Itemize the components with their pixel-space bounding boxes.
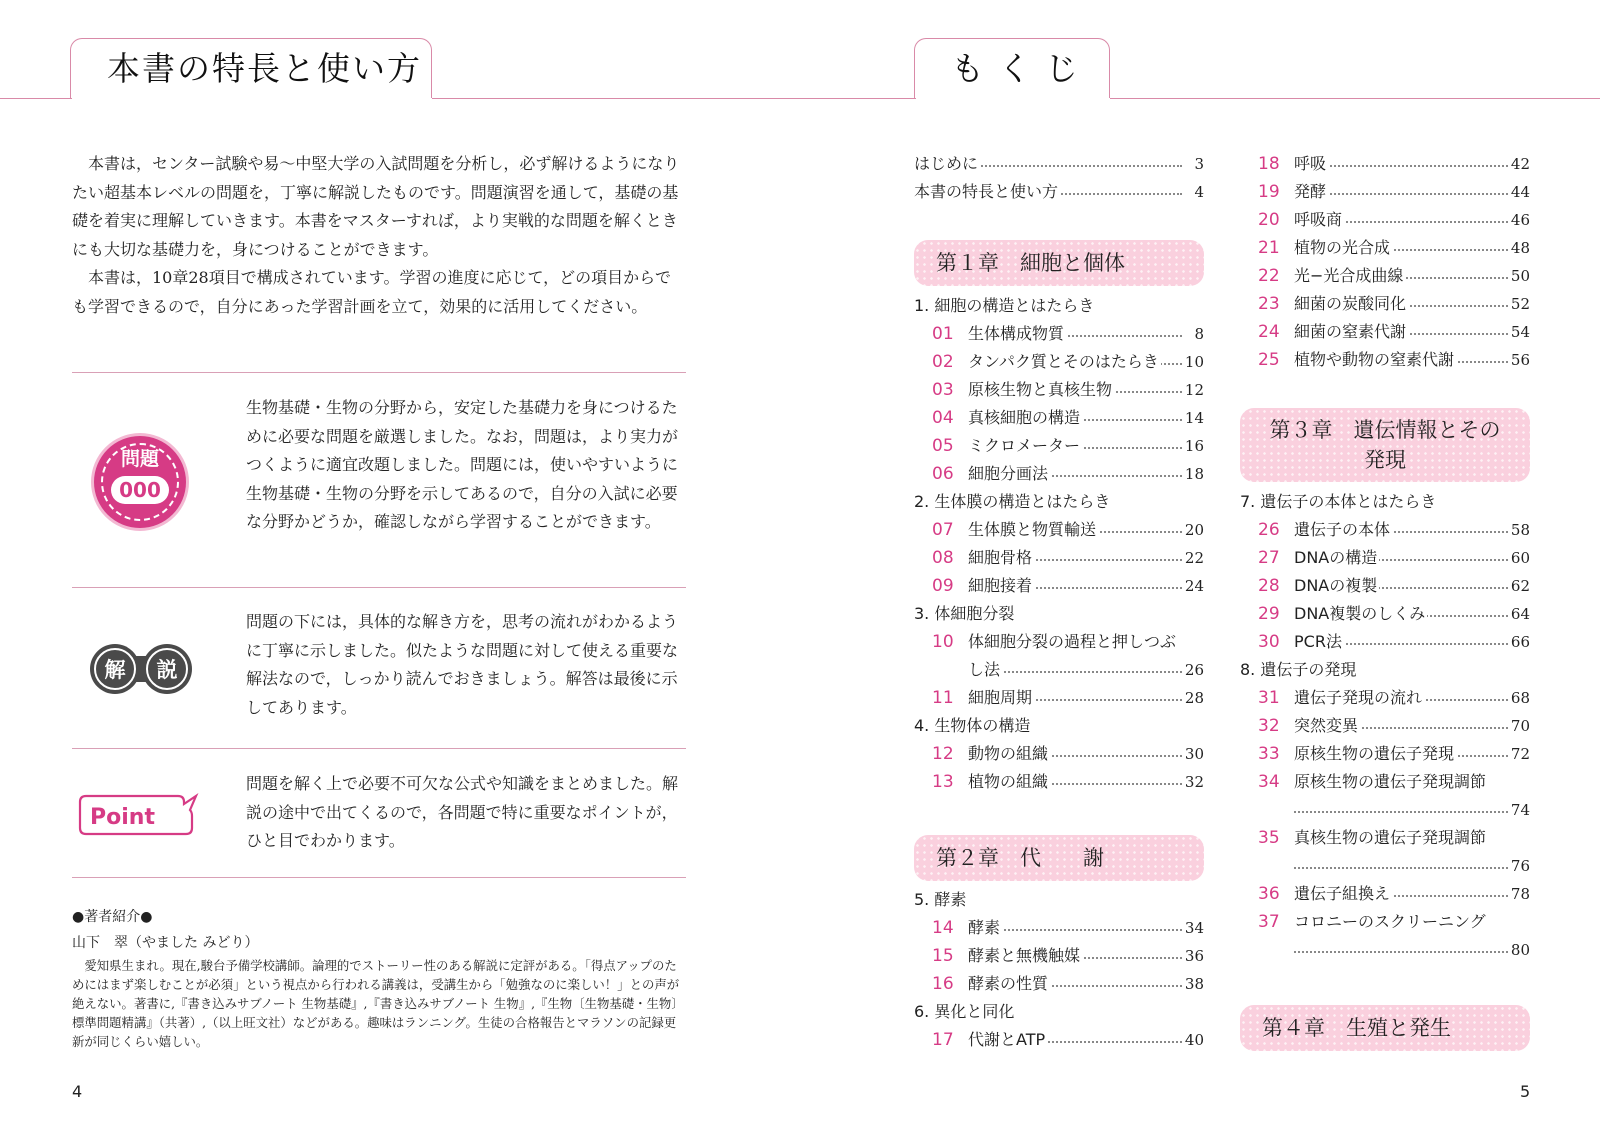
toc-item-title: 動物の組織	[968, 740, 1050, 768]
toc-item-title: ミクロメーター	[968, 432, 1082, 460]
chapter-heading-4[interactable]	[1240, 1005, 1530, 1051]
toc-item-number: 12	[932, 744, 954, 764]
toc-item-page: 30	[1185, 740, 1204, 768]
page-number-left: 4	[72, 1082, 83, 1101]
toc-item-page: 8	[1194, 320, 1204, 348]
toc-item[interactable]	[932, 684, 1204, 712]
toc-item-page: 36	[1185, 942, 1204, 970]
toc-item-number: 02	[932, 352, 954, 372]
toc-item-page: 64	[1511, 600, 1530, 628]
toc-column-2	[1240, 150, 1530, 1050]
section-heading-1: 1. 細胞の構造とはたらき	[914, 296, 1095, 315]
toc-item[interactable]	[932, 460, 1204, 488]
chapter-title: 第４章 生殖と発生	[1262, 1016, 1451, 1040]
feature-text-mondai: 生物基礎・生物の分野から，安定した基礎力を身につけるために必要な問題を厳選しました。なお，問題は，より実力がつくように適宜改題しました。問題には，使いやすいように生物基礎・生物の分野を示してあるので，自分の入試に必要な分野かどうか，確認しながら学習することができます。	[246, 398, 679, 531]
toc-item-title: 植物や動物の窒素代謝	[1294, 346, 1456, 374]
toc-leader	[1294, 811, 1508, 813]
toc-item-title-line1[interactable]	[932, 628, 1176, 656]
toc-item-number: 33	[1258, 744, 1280, 764]
chapter-heading-1[interactable]	[914, 240, 1204, 286]
section-heading-3: 3. 体細胞分裂	[914, 604, 1015, 623]
toc-item-page: 46	[1511, 206, 1530, 234]
toc-item-page: 80	[1511, 936, 1530, 964]
toc-item-page: 48	[1511, 234, 1530, 262]
toc-item-page: 52	[1511, 290, 1530, 318]
toc-item[interactable]	[932, 942, 1204, 970]
toc-item-number: 26	[1258, 520, 1280, 540]
toc-item-number: 27	[1258, 548, 1280, 568]
divider	[72, 587, 686, 588]
toc-item[interactable]	[932, 914, 1204, 942]
toc-item-page: 16	[1185, 432, 1204, 460]
toc-item-number: 23	[1258, 294, 1280, 314]
toc-item-page: 44	[1511, 178, 1530, 206]
toc-item-number: 16	[932, 974, 954, 994]
toc-item[interactable]	[932, 320, 1204, 348]
feature-text-kaisetsu: 問題の下には，具体的な解き方を，思考の流れがわかるように丁寧に示しました。似たような問題に対して使える重要な解法なので，しっかり読んでおきましょう。解答は最後に示してあります。	[246, 612, 679, 717]
toc-item-number: 14	[932, 918, 954, 938]
toc-item-page: 38	[1185, 970, 1204, 998]
toc-item-page: 12	[1185, 376, 1204, 404]
toc-item-title: 呼吸商	[1294, 206, 1344, 234]
toc-item-title: 光−光合成曲線	[1294, 262, 1405, 290]
toc-item[interactable]	[1258, 740, 1530, 768]
toc-item[interactable]	[932, 432, 1204, 460]
chapter-title: 第２章 代 謝	[936, 846, 1104, 870]
toc-item-number: 32	[1258, 716, 1280, 736]
toc-item-title: 原核生物と真核生物	[968, 376, 1114, 404]
toc-item[interactable]	[1258, 178, 1530, 206]
badge-number: 000	[111, 476, 169, 504]
intro-paragraph-2: 本書は，10章28項目で構成されています。学習の進度に応じて，どの項目からでも学習できるので，自分にあった学習計画を立て，効果的に活用してください。	[72, 268, 671, 316]
toc-item-number: 03	[932, 380, 954, 400]
toc-item-title: 真核生物の遺伝子発現調節	[1294, 828, 1487, 847]
toc-item[interactable]	[1258, 318, 1530, 346]
toc-item-title: 酵素の性質	[968, 970, 1050, 998]
toc-item-title: 体細胞分裂の過程と押しつぶ	[968, 632, 1177, 651]
toc-item-number: 36	[1258, 884, 1280, 904]
toc-item-title: 真核細胞の構造	[968, 404, 1082, 432]
toc-item-number: 15	[932, 946, 954, 966]
toc-item-title: DNAの複製	[1294, 572, 1379, 600]
toc-item-page: 10	[1185, 348, 1204, 376]
toc-item-title: 酵素	[968, 914, 1002, 942]
toc-item-number: 18	[1258, 154, 1280, 174]
toc-item-page: 50	[1511, 262, 1530, 290]
toc-item[interactable]	[1258, 600, 1530, 628]
toc-item-page: 40	[1185, 1026, 1204, 1054]
kaisetsu-char-2: 説	[156, 658, 178, 682]
toc-item-title: DNA複製のしくみ	[1294, 600, 1427, 628]
toc-item[interactable]	[1258, 290, 1530, 318]
toc-item[interactable]	[1258, 936, 1530, 964]
toc-item-page: 34	[1185, 914, 1204, 942]
toc-item-page: 14	[1185, 404, 1204, 432]
toc-item-page: 76	[1511, 852, 1530, 880]
toc-item-title: 呼吸	[1294, 150, 1328, 178]
point-label: Point	[90, 805, 155, 830]
toc-item[interactable]	[1258, 346, 1530, 374]
author-heading: ●著者紹介●	[72, 909, 153, 925]
toc-item[interactable]	[1258, 206, 1530, 234]
toc-item-number: 24	[1258, 322, 1280, 342]
toc-item-title: 植物の組織	[968, 768, 1050, 796]
toc-item-page: 3	[1194, 150, 1204, 178]
kaisetsu-icon	[88, 642, 194, 696]
toc-item-page: 60	[1511, 544, 1530, 572]
toc-item-number: 06	[932, 464, 954, 484]
toc-item-page: 22	[1185, 544, 1204, 572]
kaisetsu-char-1: 解	[104, 658, 126, 682]
divider	[72, 372, 686, 373]
intro-paragraph-1: 本書は，センター試験や易～中堅大学の入試問題を分析し，必ず解けるようになりたい超基本レベルの問題を，丁寧に解説したものです。問題演習を通して，基礎の基礎を着実に理解していきます。本書をマスターすれば，より実戦的な問題を解くときにも大切な基礎力を，身につけることができます。	[72, 154, 680, 259]
toc-item-number: 04	[932, 408, 954, 428]
toc-item-number: 09	[932, 576, 954, 596]
toc-item[interactable]	[932, 970, 1204, 998]
toc-item-title: 細菌の炭酸同化	[1294, 290, 1408, 318]
toc-item-title: 生体構成物質	[968, 320, 1066, 348]
toc-item[interactable]	[1258, 712, 1530, 740]
toc-item[interactable]	[932, 572, 1204, 600]
chapter-title: 第１章 細胞と個体	[936, 251, 1125, 275]
toc-item-number: 13	[932, 772, 954, 792]
toc-item-title: し法	[968, 656, 1002, 684]
toc-item-page: 70	[1511, 712, 1530, 740]
toc-item-page: 28	[1185, 684, 1204, 712]
toc-item[interactable]	[1258, 516, 1530, 544]
badge-label: 問題	[120, 448, 159, 470]
toc-item[interactable]	[1258, 684, 1530, 712]
toc-leader	[1294, 951, 1508, 953]
chapter-heading-3[interactable]	[1240, 408, 1530, 482]
toc-item[interactable]	[1258, 628, 1530, 656]
toc-item[interactable]	[1258, 544, 1530, 572]
author-bio: 愛知県生まれ。現在,駿台予備学校講師。論理的でストーリー性のある解説に定評がある。「得点アップのためにはまず楽しむことが必須」という視点から行われる講義は，受講生から「勉強なのに楽しい！」との声が絶えない。著書に,『書き込みサブノート 生物基礎』,『書き込みサブノート 生物』,『生物〔生物基礎・生物〕標準問題精講』（共著）,（以上旺文社）などがある。趣味はランニング。生徒の合格報告とマラソンの記録更新が同じくらい嬉しい。	[72, 958, 684, 1049]
toc-item-title: 本書の特長と使い方	[914, 178, 1060, 206]
toc-item-title: 突然変異	[1294, 712, 1360, 740]
toc-item-title: 細胞骨格	[968, 544, 1034, 572]
toc-item-page: 62	[1511, 572, 1530, 600]
toc-item-title: PCR法	[1294, 628, 1344, 656]
toc-item-number: 25	[1258, 350, 1280, 370]
toc-item-title: 遺伝子発現の流れ	[1294, 684, 1424, 712]
chapter-heading-2[interactable]	[914, 835, 1204, 881]
page-title-text: 本書の特長と使い方	[107, 49, 422, 88]
toc-item[interactable]	[932, 516, 1204, 544]
toc-item-number: 10	[932, 632, 954, 652]
intro-text	[72, 150, 686, 321]
section-heading-2: 2. 生体膜の構造とはたらき	[914, 492, 1111, 511]
page-number-right: 5	[1520, 1082, 1531, 1101]
page-title-left	[70, 38, 432, 98]
toc-item-number: 08	[932, 548, 954, 568]
toc-item-title: DNAの構造	[1294, 544, 1379, 572]
toc-item-title: タンパク質とそのはたらき	[968, 348, 1161, 376]
chapter-title-line1: 第３章 遺伝情報とその	[1269, 418, 1501, 442]
toc-item[interactable]	[1258, 572, 1530, 600]
toc-item-title: 細胞接着	[968, 572, 1034, 600]
toc-item-title: はじめに	[914, 150, 980, 178]
toc-item-page: 72	[1511, 740, 1530, 768]
toc-item-number: 20	[1258, 210, 1280, 230]
toc-item-title: 遺伝子組換え	[1294, 880, 1392, 908]
feature-text-point: 問題を解く上で必要不可欠な公式や知識をまとめました。解説の途中で出てくるので，各問題で特に重要なポイントが，ひと目でわかります。	[246, 774, 679, 850]
toc-item-number: 29	[1258, 604, 1280, 624]
section-heading-8: 8. 遺伝子の発現	[1240, 660, 1357, 679]
toc-item-title: 細菌の窒素代謝	[1294, 318, 1408, 346]
chapter-title-line2: 発現	[1364, 448, 1406, 472]
left-header-rule	[0, 98, 72, 99]
toc-item[interactable]	[932, 768, 1204, 796]
toc-item-page: 58	[1511, 516, 1530, 544]
toc-item[interactable]	[932, 740, 1204, 768]
toc-item-number: 28	[1258, 576, 1280, 596]
section-heading-7: 7. 遺伝子の本体とはたらき	[1240, 492, 1437, 511]
toc-item[interactable]	[932, 404, 1204, 432]
toc-item[interactable]	[932, 348, 1204, 376]
toc-item-page: 68	[1511, 684, 1530, 712]
toc-item-number: 21	[1258, 238, 1280, 258]
right-header-rule	[1110, 98, 1600, 99]
section-heading-4: 4. 生物体の構造	[914, 716, 1031, 735]
toc-item[interactable]	[932, 656, 1204, 684]
toc-item-title: 植物の光合成	[1294, 234, 1392, 262]
toc-item-number: 34	[1258, 772, 1280, 792]
toc-item-number: 31	[1258, 688, 1280, 708]
author-name: 山下 翠（やました みどり）	[72, 935, 259, 951]
toc-item-page: 78	[1511, 880, 1530, 908]
toc-item[interactable]	[914, 178, 1204, 206]
toc-item-title: コロニーのスクリーニング	[1294, 912, 1486, 931]
toc-item-number: 01	[932, 324, 954, 344]
toc-item-title: 遺伝子の本体	[1294, 516, 1392, 544]
toc-item-page: 42	[1511, 150, 1530, 178]
toc-item[interactable]	[932, 544, 1204, 572]
toc-item[interactable]	[932, 1026, 1204, 1054]
toc-item[interactable]	[1258, 262, 1530, 290]
left-header-rule-right	[432, 98, 916, 99]
toc-item[interactable]	[1258, 852, 1530, 880]
toc-item-page: 24	[1185, 572, 1204, 600]
toc-leader	[1294, 867, 1508, 869]
toc-item-page: 74	[1511, 796, 1530, 824]
toc-item-title: 生体膜と物質輸送	[968, 516, 1098, 544]
section-heading-6: 6. 異化と同化	[914, 1002, 1015, 1021]
divider	[72, 877, 686, 878]
toc-item-title-line1[interactable]	[1258, 824, 1486, 852]
toc-item-title: 発酵	[1294, 178, 1328, 206]
toc-item-title: 酵素と無機触媒	[968, 942, 1082, 970]
toc-item-page: 66	[1511, 628, 1530, 656]
toc-item-number: 17	[932, 1030, 954, 1050]
toc-title-text: もくじ	[951, 49, 1092, 88]
page-title-right	[914, 38, 1110, 98]
toc-item-title: 細胞分画法	[968, 460, 1050, 488]
toc-item-page: 54	[1511, 318, 1530, 346]
toc-item-page: 18	[1185, 460, 1204, 488]
toc-item[interactable]	[1258, 150, 1530, 178]
toc-item-number: 35	[1258, 828, 1280, 848]
toc-item-page: 20	[1185, 516, 1204, 544]
toc-item[interactable]	[914, 150, 1204, 178]
toc-item-number: 11	[932, 688, 954, 708]
toc-item-page: 4	[1194, 178, 1204, 206]
toc-item-page: 56	[1511, 346, 1530, 374]
section-heading-5: 5. 酵素	[914, 890, 967, 909]
mondai-badge-icon	[94, 436, 186, 528]
toc-item-title-line1[interactable]	[1258, 768, 1486, 796]
toc-item-number: 22	[1258, 266, 1280, 286]
toc-item-number: 37	[1258, 912, 1280, 932]
toc-item-title: 代謝とATP	[968, 1026, 1047, 1054]
toc-item-title-line1[interactable]	[1258, 908, 1486, 936]
toc-item-number: 30	[1258, 632, 1280, 652]
toc-item-number: 07	[932, 520, 954, 540]
toc-item-number: 19	[1258, 182, 1280, 202]
toc-item-page: 32	[1185, 768, 1204, 796]
toc-item[interactable]	[1258, 880, 1530, 908]
toc-column-1	[914, 150, 1204, 1050]
toc-item-title: 細胞周期	[968, 684, 1034, 712]
toc-item-title: 原核生物の遺伝子発現調節	[1294, 772, 1487, 791]
divider	[72, 748, 686, 749]
point-icon	[78, 790, 202, 838]
toc-item-number: 05	[932, 436, 954, 456]
toc-item-page: 26	[1185, 656, 1204, 684]
toc-item[interactable]	[1258, 796, 1530, 824]
toc-item[interactable]	[1258, 234, 1530, 262]
toc-item-title: 原核生物の遺伝子発現	[1294, 740, 1456, 768]
toc-item[interactable]	[932, 376, 1204, 404]
